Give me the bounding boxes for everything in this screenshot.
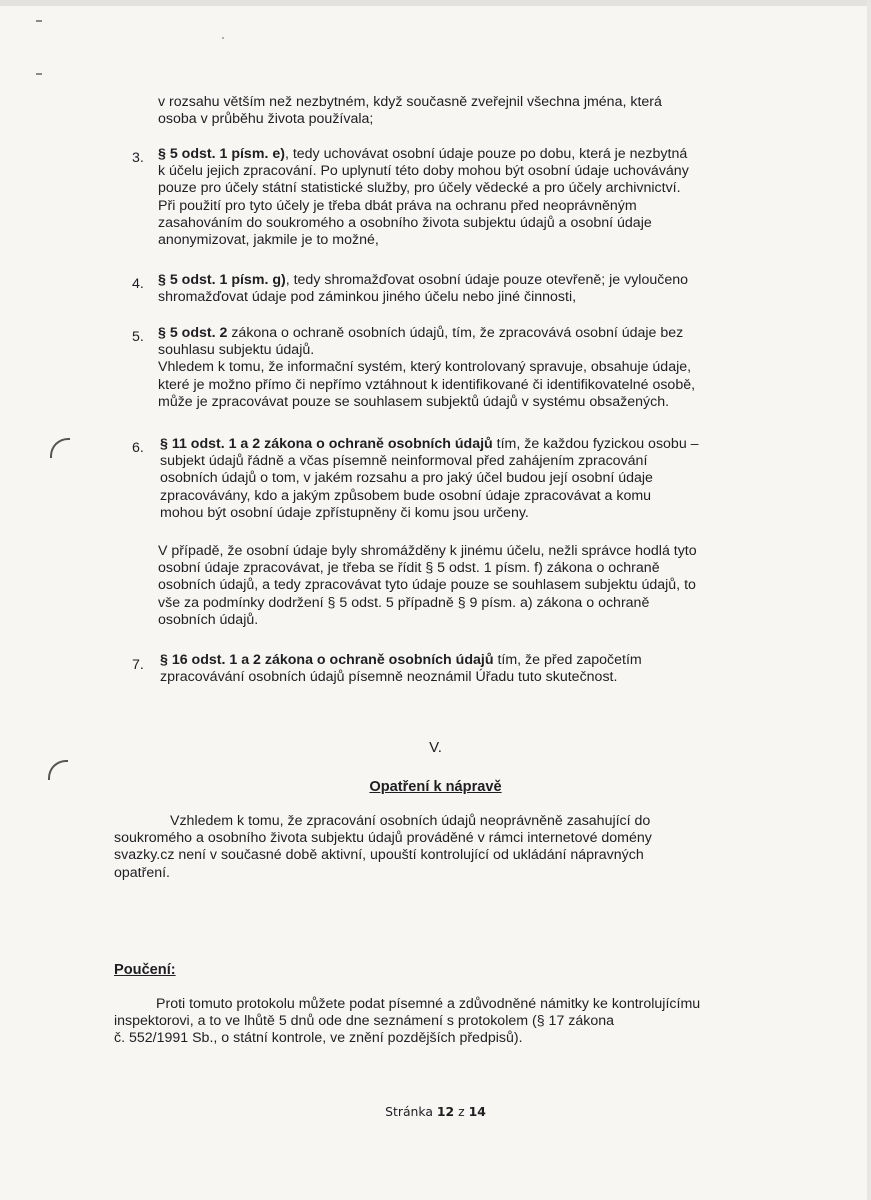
text-line: , tedy uchovávat osobní údaje pouze po dobu, která je nezbytná <box>284 146 688 162</box>
text-line: č. 552/1991 Sb., o státní kontrole, ve znění pozdějších předpisů). <box>114 1030 523 1047</box>
list-item <box>160 436 760 522</box>
text-line: osoba v průběhu života používala; <box>158 111 374 128</box>
text-line: Vhledem k tomu, že informační systém, který kontrolovaný spravuje, obsahuje údaje, <box>158 359 692 376</box>
instruction-title: Poučení: <box>114 962 176 978</box>
list-item <box>160 652 760 686</box>
footer-separator: z <box>458 1104 465 1119</box>
total-page-count: 14 <box>468 1104 486 1119</box>
legal-reference: § 5 odst. 2 <box>158 325 228 341</box>
text-line: shromažďovat údaje pod záminkou jiného účelu nebo jiné činnosti, <box>158 289 577 306</box>
text-line: osobních údajů, a tedy zpracovávat tyto údaje pouze se souhlasem subjektu údajů, to <box>158 577 696 594</box>
text-line: pouze pro účely státní statistické služby, pro účely vědecké a pro účely archivnictví. <box>158 180 681 197</box>
list-item <box>158 272 758 306</box>
scan-edge <box>0 0 871 6</box>
text-line: osobních údajů o tom, v jakém rozsahu a pro jaký účel budou její osobní údaje <box>160 470 653 487</box>
text-line: zpracovávání osobních údajů písemně neoznámil Úřadu tuto skutečnost. <box>160 669 618 686</box>
list-item-number: 6. <box>132 440 144 456</box>
legal-reference: § 11 odst. 1 a 2 zákona o ochraně osobních údajů <box>160 436 493 452</box>
page-footer <box>0 1104 871 1120</box>
text-line: mohou být osobní údaje zpřístupněny či komu jsou určeny. <box>160 504 529 521</box>
text-line: v rozsahu větším než nezbytném, když současně zveřejnil všechna jména, která <box>158 94 662 110</box>
text-line: Při použití pro tyto účely je třeba dbát práva na ochranu před neoprávněným <box>158 197 637 214</box>
text-line: tím, že před započetím <box>493 652 642 668</box>
instruction-paragraph <box>114 996 766 1048</box>
text-line: opatření. <box>114 864 171 881</box>
text-line: zasahováním do soukromého a osobního života subjektu údajů a osobní údaje <box>158 214 652 231</box>
scan-mark <box>36 73 42 75</box>
legal-reference: § 5 odst. 1 písm. g) <box>158 272 286 288</box>
list-item-number: 4. <box>132 276 144 292</box>
intro-continuation <box>158 94 760 128</box>
scan-edge-right <box>867 0 871 1200</box>
text-line: Vzhledem k tomu, že zpracování osobních údajů neoprávněně zasahující do <box>170 813 651 829</box>
text-line: svazky.cz není v současné době aktivní, upouští kontrolující od ukládání nápravných <box>114 847 644 864</box>
list-item <box>158 325 760 411</box>
section-paragraph <box>114 813 762 882</box>
text-line: Proti tomuto protokolu můžete podat písemné a zdůvodněné námitky ke kontrolujícímu <box>156 996 701 1012</box>
punch-hole-mark <box>48 760 68 780</box>
scan-dot <box>222 37 224 39</box>
text-line: zákona o ochraně osobních údajů, tím, že zpracovává osobní údaje bez <box>227 325 684 341</box>
scan-mark <box>36 20 42 22</box>
list-item-number: 3. <box>132 150 144 166</box>
section-number: V. <box>429 739 442 756</box>
list-item <box>158 146 758 249</box>
text-line: subjekt údajů řádně a včas písemně neinformoval před zahájením zpracování <box>160 453 648 470</box>
text-line: osobní údaje zpracovávat, je třeba se řídit § 5 odst. 1 písm. f) zákona o ochraně <box>158 560 660 577</box>
text-line: osobních údajů. <box>158 611 259 628</box>
list-item-number: 7. <box>132 657 144 673</box>
text-line: souhlasu subjektu údajů. <box>158 342 315 359</box>
legal-reference: § 5 odst. 1 písm. e) <box>158 146 285 162</box>
text-line: může je zpracovávat pouze se souhlasem subjektů údajů v systému obsažených. <box>158 393 670 410</box>
footer-prefix: Stránka <box>385 1104 433 1119</box>
text-line: k účelu jejich zpracování. Po uplynutí této doby mohou být osobní údaje uchovávány <box>158 163 689 180</box>
text-line: inspektorovi, a to ve lhůtě 5 dnů ode dne seznámení s protokolem (§ 17 zákona <box>114 1013 615 1030</box>
legal-reference: § 16 odst. 1 a 2 zákona o ochraně osobních údajů <box>160 652 494 668</box>
text-line: soukromého a osobního života subjektu údajů prováděné v rámci internetové domény <box>114 830 652 847</box>
text-line: , tedy shromažďovat osobní údaje pouze otevřeně; je vyloučeno <box>285 272 688 288</box>
section-title: Opatření k nápravě <box>369 779 502 795</box>
text-line: V případě, že osobní údaje byly shromážděny k jinému účelu, nežli správce hodlá tyto <box>158 543 697 559</box>
text-line: zpracovávány, kdo a jakým způsobem bude osobní údaje zpracovávat a komu <box>160 487 652 504</box>
text-line: které je možno přímo či nepřímo vztáhnout k identifikované či identifikovatelné osobě, <box>158 376 696 393</box>
text-line: vše za podmínky dodržení § 5 odst. 5 případně § 9 písm. a) zákona o ochraně <box>158 594 650 611</box>
text-line: anonymizovat, jakmile je to možné, <box>158 232 379 249</box>
list-item-number: 5. <box>132 329 144 345</box>
list-item-note <box>158 543 760 629</box>
current-page-number: 12 <box>436 1104 455 1119</box>
punch-hole-mark <box>50 438 70 458</box>
text-line: tím, že každou fyzickou osobu – <box>492 436 699 452</box>
